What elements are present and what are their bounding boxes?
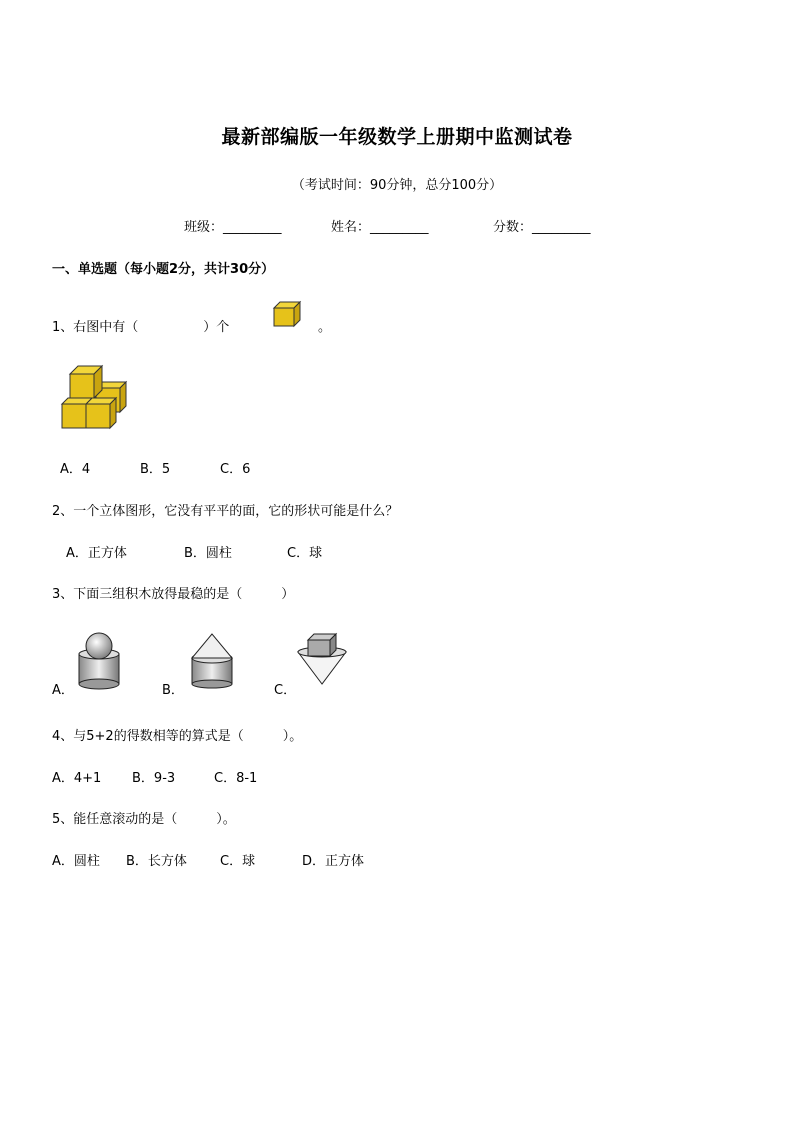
section-heading: 一、单选题（每小题2分，共计30分） [52, 262, 275, 277]
q2-option-b[interactable]: B．圆柱 [184, 546, 232, 561]
q3-option-b[interactable]: B． [162, 683, 184, 698]
question-5-text: 5、能任意滚动的是（ ）。 [52, 812, 236, 827]
q4-option-a[interactable]: A．4+1 [52, 771, 102, 786]
q3-option-a[interactable]: A． [52, 683, 74, 698]
q5-option-d[interactable]: D．正方体 [302, 854, 365, 869]
q2-option-c[interactable]: C．球 [287, 546, 323, 561]
class-field[interactable]: 班级：_________ [184, 220, 282, 235]
score-field[interactable]: 分数：_________ [493, 220, 591, 235]
question-2-text: 2、一个立体图形，它没有平平的面，它的形状可能是什么？ [52, 504, 399, 519]
q5-option-a[interactable]: A．圆柱 [52, 854, 100, 869]
question-3-text: 3、下面三组积木放得最稳的是（ ） [52, 587, 295, 602]
name-field[interactable]: 姓名：_________ [331, 220, 429, 235]
q4-option-b[interactable]: B．9-3 [132, 771, 176, 786]
q5-option-c[interactable]: C．球 [220, 854, 256, 869]
q1-option-b[interactable]: B．5 [140, 462, 171, 477]
small-cube-icon [272, 300, 302, 328]
q2-option-a[interactable]: A．正方体 [66, 546, 127, 561]
cube-on-cone-figure [296, 632, 348, 686]
question-4-text: 4、与5+2的得数相等的算式是（ ）。 [52, 729, 303, 744]
q5-option-b[interactable]: B．长方体 [126, 854, 187, 869]
exam-subtitle: （考试时间：90分钟，总分100分） [291, 178, 503, 193]
q1-option-c[interactable]: C．6 [220, 462, 251, 477]
page-title: 最新部编版一年级数学上册期中监测试卷 [221, 126, 573, 148]
question-1-suffix: 。 [318, 320, 332, 335]
q1-option-a[interactable]: A．4 [60, 462, 91, 477]
question-1-text: 1、右图中有（ ）个 [52, 320, 230, 335]
stacked-cubes-figure [58, 364, 130, 430]
q3-option-c[interactable]: C． [274, 683, 297, 698]
sphere-on-cylinder-figure [76, 632, 122, 690]
q4-option-c[interactable]: C．8-1 [214, 771, 258, 786]
cone-on-cylinder-figure [188, 632, 236, 688]
